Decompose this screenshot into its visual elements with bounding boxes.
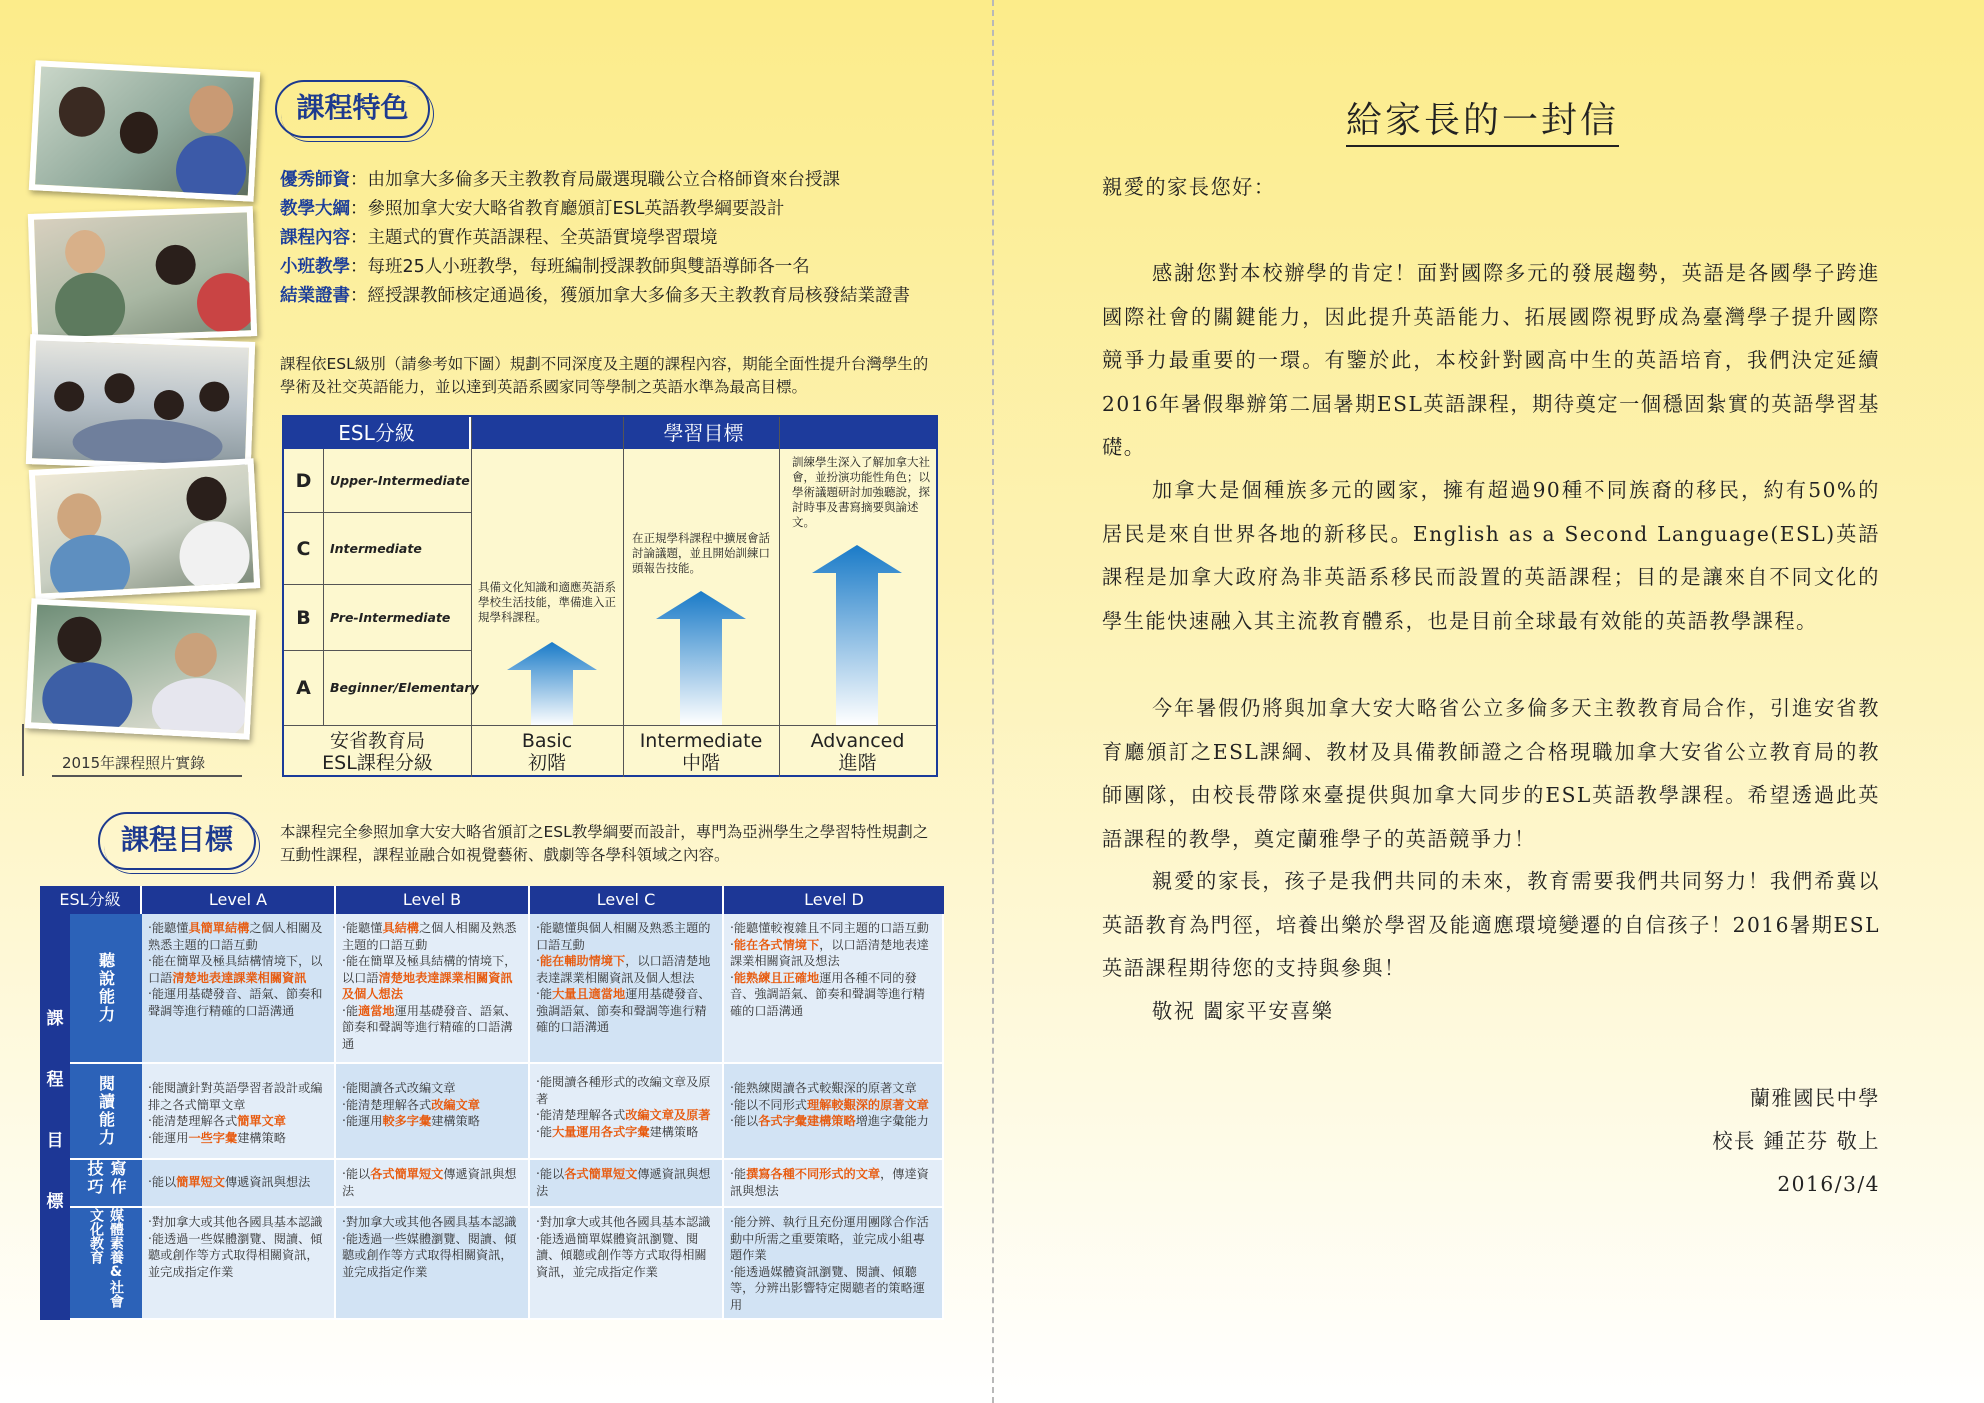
matrix-cell: ‧對加拿大或其他各國具基本認識 ‧能透過一些媒體瀏覽、閱讀、傾聽或創作等方式取得相關資訊，並完成指定作業 — [336, 1208, 530, 1320]
highlight-text: 改編文章 — [431, 1097, 480, 1112]
arrow-basic-icon — [507, 642, 597, 726]
learning-goal-header: 學習目標 — [471, 417, 936, 449]
highlight-text: 適當地 — [358, 1003, 395, 1018]
highlight-text: 具結構 — [382, 921, 419, 935]
category-listening-speaking: 聽說能力 — [70, 914, 142, 1064]
arrow-advanced-icon — [812, 545, 902, 725]
feature-item: 課程內容：主題式的實作英語課程、全英語實境學習環境 — [280, 228, 718, 248]
matrix-cell: ‧對加拿大或其他各國具基本認識 ‧能透過簡單媒體資訊瀏覽、閱讀、傾聽或創作等方式取得相關資訊，並完成指定作業 — [530, 1208, 724, 1320]
matrix-cell: ‧能撰寫各種不同形式的文章，傳達資訊與想法 — [724, 1160, 944, 1208]
highlight-text: 大量運用各式字彙 — [552, 1124, 650, 1139]
goal-advanced: 訓練學生深入了解加拿大社會，並扮演功能性角色；以學術議題研討加強聽說，探討時事及書寫摘要與論述文。 — [792, 455, 930, 529]
features-list — [280, 166, 980, 311]
letter-paragraph: 今年暑假仍將與加拿大安大略省公立多倫多天主教教育局合作，引進安省教育廳頒訂之ESL課綱、教材及具備教師證之合格現職加拿大安省公立教育局的教師團隊，由校長帶隊來臺提供與加拿大同步的ESL英語教學課程。希望透過此英語課程的教學，奠定蘭雅學子的英語競爭力！ — [1102, 696, 1880, 851]
highlight-text: 具簡單結構 — [188, 921, 250, 935]
esl-level-table — [282, 415, 938, 777]
letter-title: 給家長的一封信 — [1346, 92, 1619, 147]
level-footer-intermediate: Intermediate 中階 — [623, 725, 779, 777]
highlight-text: 能熟練且正確地 — [733, 970, 820, 985]
letter-greeting: 親愛的家長您好： — [1102, 175, 1276, 199]
esl-level-header: ESL分級 — [284, 417, 471, 449]
highlight-text: 一些字彙 — [188, 1130, 238, 1145]
letter-closing: 敬祝 闔家平安喜樂 — [1152, 999, 1334, 1023]
matrix-cell: ‧能閱讀各式改編文章 ‧能清楚理解各式改編文章 ‧能運用較多字彙建構策略 — [336, 1064, 530, 1160]
highlight-text: 簡單文章 — [237, 1114, 286, 1128]
class-photo-1 — [29, 60, 260, 202]
letter-signature: 校長 鍾芷芬 敬上 — [1712, 1129, 1880, 1153]
matrix-level-c: Level C — [530, 886, 724, 914]
goals-intro: 本課程完全參照加拿大安大略省頒訂之ESL教學綱要而設計，專門為亞洲學生之學習特性規劃之互動性課程，課程並融合如視覺藝術、戲劇等各學科領域之內容。 — [280, 823, 929, 864]
arrow-intermediate-icon — [656, 591, 746, 725]
matrix-cell: ‧能聽懂具簡單結構之個人相關及熟悉主題的口語互動 ‧能在簡單及極具結構情境下，以口語清楚地表達課業相關資訊 ‧能運用基礎發音、語氣、節奏和聲調等進行精確的口語溝通 — [142, 914, 336, 1064]
highlight-text: 清楚地表達課業相關資訊 — [172, 970, 307, 985]
highlight-text: 各式字彙建構策略 — [758, 1114, 856, 1128]
highlight-text: 各式簡單短文 — [370, 1167, 444, 1181]
photo-caption: 2015年課程照片實錄 — [52, 752, 242, 777]
table-divider — [471, 417, 472, 777]
matrix-cell: ‧能熟練閱讀各式較艱深的原著文章 ‧能以不同形式理解較艱深的原著文章 ‧能以各式字彙建構策略增進字彙能力 — [724, 1064, 944, 1160]
level-row: D Upper-Intermediate — [284, 449, 471, 513]
matrix-corner: ESL分級 — [40, 886, 142, 914]
highlight-text: 改編文章及原著 — [625, 1108, 711, 1122]
matrix-level-b: Level B — [336, 886, 530, 914]
highlight-text: 撰寫各種不同形式的文章 — [746, 1167, 881, 1181]
highlight-text: 簡單短文 — [176, 1175, 225, 1189]
level-row: A Beginner/Elementary — [284, 651, 471, 725]
matrix-cell: ‧能閱讀各種形式的改編文章及原著 ‧能清楚理解各式改編文章及原著 ‧能大量運用各式字彙建構策略 — [530, 1064, 724, 1160]
matrix-cell: ‧能閱讀針對英語學習者設計或編排之各式簡單文章 ‧能清楚理解各式簡單文章 ‧能運用一些字彙建構策略 — [142, 1064, 336, 1160]
category-writing: 寫作技巧 — [70, 1160, 142, 1208]
category-media-culture: 媒體素養&社會文化教育 — [70, 1208, 142, 1320]
matrix-cell: ‧能以各式簡單短文傳遞資訊與想法 — [336, 1160, 530, 1208]
letter-school: 蘭雅國民中學 — [1749, 1086, 1880, 1110]
level-footer-advanced: Advanced 進階 — [779, 725, 936, 777]
level-row: C Intermediate — [284, 513, 471, 585]
caption-bracket — [22, 724, 24, 776]
highlight-text: 清楚地表達課業相關資訊及個人想法 — [342, 970, 513, 1001]
class-photo-4 — [29, 458, 260, 600]
matrix-cell: ‧能以各式簡單短文傳遞資訊與想法 — [530, 1160, 724, 1208]
matrix-side-label: 課 程 目 標 — [40, 914, 70, 1320]
matrix-level-a: Level A — [142, 886, 336, 914]
page-fold-line — [992, 0, 994, 1403]
feature-item: 優秀師資：由加拿大多倫多天主教教育局嚴選現職公立合格師資來台授課 — [280, 170, 840, 190]
highlight-text: 能在各式情境下 — [733, 937, 820, 952]
highlight-text: 較多字彙 — [382, 1114, 432, 1128]
course-goal-matrix — [40, 886, 944, 1320]
level-footer-basic: Basic 初階 — [471, 725, 623, 777]
letter-paragraph: 親愛的家長，孩子是我們共同的未來，教育需要我們共同努力！我們希冀以英語教育為門徑，培養出樂於學習及能適應環境變遷的自信孩子！2016暑期ESL英語課程期待您的支持與參與！ — [1102, 869, 1880, 980]
matrix-cell: ‧能聽懂具結構之個人相關及熟悉主題的口語互動 ‧能在簡單及極具結構的情境下，以口語清楚地表達課業相關資訊及個人想法 ‧能適當地運用基礎發音、語氣、節奏和聲調等進行精確的口語溝通 — [336, 914, 530, 1064]
letter-paragraph: 加拿大是個種族多元的國家，擁有超過90種不同族裔的移民，約有50%的居民是來自世界各地的新移民。English as a Second Language(ESL)英語課程是加拿大政府為非英語系移民而設置的英語課程；目的是讓來自不同文化的學生能快速融入其主流教育體系，也是目前全球最有效能的英語教學課程。 — [1102, 478, 1880, 633]
matrix-cell: ‧對加拿大或其他各國具基本認識 ‧能透過一些媒體瀏覽、閱讀、傾聽或創作等方式取得相關資訊，並完成指定作業 — [142, 1208, 336, 1320]
feature-item: 小班教學：每班25人小班教學，每班編制授課教師與雙語導師各一名 — [280, 257, 810, 277]
table-divider — [779, 417, 780, 777]
matrix-cell: ‧能聽懂較複雜且不同主題的口語互動 ‧能在各式情境下，以口語清楚地表達課業相關資訊及想法 ‧能熟練且正確地運用各種不同的發音、強調語氣、節奏和聲調等進行精確的口語溝通 — [724, 914, 944, 1064]
features-heading: 課程特色 — [275, 80, 430, 138]
letter-date: 2016/3/4 — [1777, 1172, 1880, 1196]
curriculum-intro: 課程依ESL級別（請參考如下圖）規劃不同深度及主題的課程內容，期能全面性提升台灣學生的學術及社交英語能力，並以達到英語系國家同等學制之英語水準為最高目標。 — [280, 355, 929, 396]
highlight-text: 能在輔助情境下 — [539, 954, 626, 968]
matrix-cell: ‧能以簡單短文傳遞資訊與想法 — [142, 1160, 336, 1208]
goal-intermediate: 在正規學科課程中擴展會話討論議題，並且開始訓練口頭報告技能。 — [632, 531, 770, 575]
feature-item: 結業證書：經授課教師核定通過後，獲頒加拿大多倫多天主教教育局核發結業證書 — [280, 286, 910, 306]
matrix-level-d: Level D — [724, 886, 944, 914]
matrix-cell: ‧能分辨、執行且充份運用團隊合作活動中所需之重要策略，並完成小組專題作業 ‧能透過媒體資訊瀏覽、閱讀、傾聽等，分辨出影響特定閱聽者的策略運用 — [724, 1208, 944, 1320]
class-photo-2 — [28, 206, 257, 344]
class-photo-5 — [25, 598, 256, 740]
class-photo-3 — [26, 334, 255, 472]
highlight-text: 各式簡單短文 — [564, 1167, 638, 1181]
letter-paragraph: 感謝您對本校辦學的肯定！面對國際多元的發展趨勢，英語是各國學子跨進國際社會的關鍵能力，因此提升英語能力、拓展國際視野成為臺灣學子提升國際競爭力最重要的一環。有鑒於此，本校針對國高中生的英語培育，我們決定延續2016年暑假舉辦第二屆暑期ESL英語課程，期待奠定一個穩固紮實的英語學習基礎。 — [1102, 261, 1880, 459]
goals-heading: 課程目標 — [98, 812, 256, 870]
highlight-text: 大量且適當地 — [552, 987, 626, 1001]
level-row: B Pre-Intermediate — [284, 585, 471, 651]
level-footer-ontario: 安省教育局 ESL課程分級 — [284, 725, 471, 777]
feature-item: 教學大綱：參照加拿大安大略省教育廳頒訂ESL英語教學綱要設計 — [280, 199, 785, 219]
matrix-cell: ‧能聽懂與個人相關及熟悉主題的口語互動 ‧能在輔助情境下，以口語清楚地表達課業相關資訊及個人想法 ‧能大量且適當地運用基礎發音、強調語氣、節奏和聲調等進行精確的口語溝通 — [530, 914, 724, 1064]
highlight-text: 理解較艱深的原著文章 — [807, 1097, 929, 1112]
table-divider — [623, 417, 624, 777]
goal-basic: 具備文化知識和適應英語系學校生活技能，準備進入正規學科課程。 — [478, 580, 616, 624]
category-reading: 閱讀能力 — [70, 1064, 142, 1160]
